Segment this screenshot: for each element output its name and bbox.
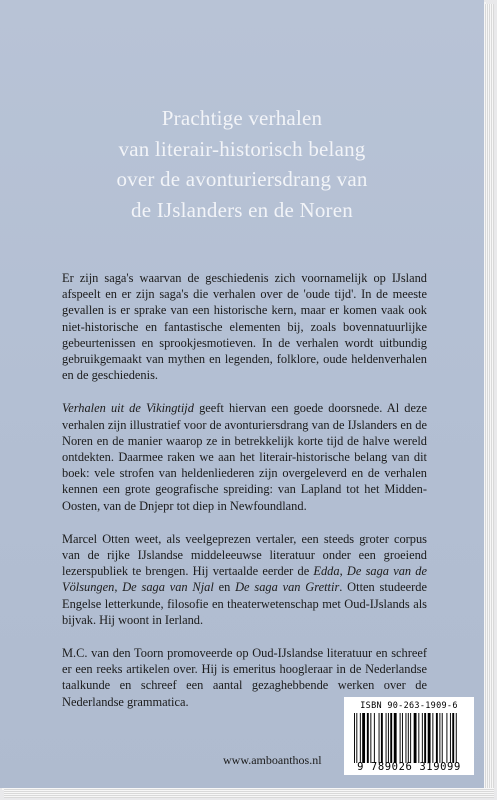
blurb-paragraph: [62, 270, 427, 383]
title-italic: De saga van Grettir: [235, 580, 340, 595]
blurb-paragraph: [62, 400, 427, 513]
text-run: Marcel Otten weet, als veelgeprezen vertaler, een steeds groter corpus van de rijke IJslandse middeleeuwse literatuur onder een groeiend lezerspubliek te brengen. Hij vertaalde eerder de: [62, 531, 427, 579]
text-run: ,: [339, 564, 347, 579]
text-run: . Otten studeerde Engelse letterkunde, filosofie en theaterwetenschap met Oud-IJslands als bijvak. Hij woont in Ierland.: [62, 580, 427, 627]
text-run: ,: [114, 580, 123, 595]
title-italic: Verhalen uit de Vikingtijd: [62, 401, 194, 416]
page-edge-right: [484, 4, 494, 796]
text-run: geeft hiervan een goede doorsnede. Al deze verhalen zijn illustratief voor de avonturiersdrang van de IJslanders en de Noren en de manier waarop ze in betrekkelijk korte tijd de halve wereld ontdekten. Daarmee raken we aan het literair-historische belang van dit boek: vele strofen van heldenliederen zijn overgeleverd en de verhalen kennen een grote geografische spreiding: van Lapland tot het Midden-Oosten, van de Dnjepr tot diep in Newfoundland.: [62, 401, 427, 513]
tagline-line: Prachtige verhalen: [161, 106, 323, 130]
title-italic: De saga van de Völsungen: [62, 564, 428, 595]
title-italic: De saga van Njal: [122, 580, 214, 595]
barcode-digits: 9 789026 319099: [357, 761, 461, 773]
page-edge-bottom: [4, 788, 494, 798]
blurb-paragraph: [62, 531, 427, 628]
tagline-line: van literair-historisch belang: [118, 136, 366, 161]
isbn-label: ISBN 90-263-1909-6: [360, 701, 458, 711]
barcode-icon: [354, 713, 466, 763]
publisher-website: www.amboanthos.nl: [223, 753, 322, 767]
title-italic: Edda: [313, 564, 340, 579]
tagline-line: de IJslanders en de Noren: [131, 197, 353, 222]
text-run: M.C. van den Toorn promoveerde op Oud-IJslandse literatuur en schreef er een reeks artikelen over. Hij is emeritus hoogleraar in de Nederlandse taalkunde en schreef een aantal gezaghebbende werken over de Nederlandse grammatica.: [62, 646, 427, 709]
blurb-text: [62, 270, 427, 710]
text-run: Er zijn saga's waarvan de geschiedenis zich voornamelijk op IJsland afspeelt en er zijn saga's die verhalen over de 'oude tijd'. In de meeste gevallen is er sprake van een historische kern, maar er komen vaak ook niet-historische en fantastische elementen bij, zoals bovennatuurlijke gebeurtenissen en sprookjesmotieven. In de verhalen wordt uitbundig gebruikgemaakt van mythen en legenden, folklore, oude heldenverhalen en de geschiedenis.: [62, 271, 427, 383]
tagline-line: over de avonturiersdrang van: [116, 167, 368, 191]
tagline: [0, 103, 484, 225]
text-run: en: [213, 580, 236, 595]
isbn-barcode-block: [344, 697, 474, 775]
